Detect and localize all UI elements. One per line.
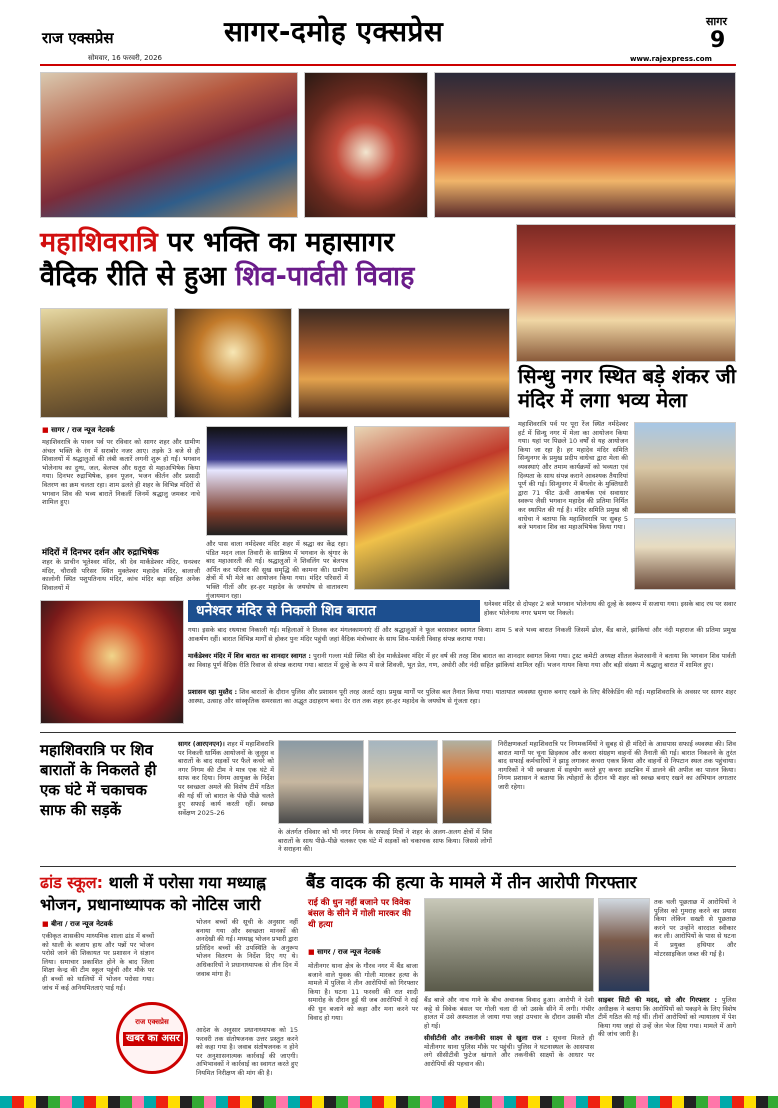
photo-shivling-altar [304,72,428,218]
photo-sweepers-3 [442,740,492,824]
school-byline: ■ बीना / राज न्यूज नेटवर्क [42,920,113,928]
cleanup-byline: सागर (आरएनएन)। [178,740,225,748]
stamp-top-text: राज एक्सप्रेस [135,1018,169,1026]
murder-sub-label: सीसीटीवी और तकनीकी साक्ष्य से खुला राज : [424,1034,549,1042]
baraat-headline: धनेश्वर मंदिर से निकली शिव बारात [196,603,376,619]
baraat-body-1: गया। इसके बाद रथयात्रा निकाली गई। महिलाओं ने तिलक कर मंगलकामनाएं दीं और श्रद्धालुओं ने फूल बरसाकर स्वागत किया। शाम 5 बजे भव्य बारात निकली जिसमें ढोल, बैंड बाजे, झांकियां और नंदी महाराज की प्रतिमा प्रमुख आकर्षण रहीं। बारात विभिन्न मार्गों से होकर पुनः मंदिर पहुंची जहां वैदिक मंत्रोच्चार के साथ शिव-पार्वती विवाह संपन्न कराया गया। [188,626,736,643]
section-divider-1 [40,732,736,733]
main-headline [40,226,510,294]
khabar-ka-asar-stamp [116,1002,188,1074]
photo-night-procession [298,308,510,418]
section-divider-2 [40,866,736,867]
photo-temple-crowd [434,72,736,218]
cleanup-body-2: के अंतर्गत रविवार को भी नगर निगम के सफाई मित्रों ने शहर के अलग-अलग क्षेत्रों में शिव बारातों के साथ पीछे-पीछे चलकर एक घंटे में सड़कों को चकाचक साफ किया। जिससे लोगों ने सराहना की। [278,828,492,854]
photo-stage-lights [206,426,348,536]
murder-headline: बैंड वादक की हत्या के मामले में तीन आरोपी गिरफ्तार [306,873,637,893]
photo-sweepers-2 [368,740,438,824]
school-headline-red: ढांड स्कूल: [40,873,104,892]
baraat-intro: धनेश्वर मंदिर से दोपहर 2 बजे भगवान भोलेनाथ की दूल्हे के स्वरूप में सजाया गया। इसके बाद रथ पर सवार होकर भोलेनाथ नगर भ्रमण पर निकले। [484,600,736,617]
photo-baraat-crowd [354,426,510,590]
photo-shiva-jhanki [40,308,168,418]
murder-side-label: साइबर सिटी की मदद, सो और गिरफ्तार : [598,996,718,1004]
city-label: सागर [706,15,727,28]
website-url: www.rajexpress.com [630,55,712,63]
school-byline-text: बीना / राज न्यूज नेटवर्क [51,920,113,928]
sindhu-headline: सिन्धु नगर स्थित बड़े शंकर जी मंदिर में लगा भव्य मेला [518,364,736,412]
headline-line2-black: वैदिक रीति से हुआ [40,261,226,292]
masthead-rule [40,64,736,66]
masthead-title: सागर-दमोह एक्सप्रेस [224,15,444,48]
main-body-1: महाशिवरात्रि के पावन पर्व पर रविवार को सागर शहर और ग्रामीण अंचल भक्ति के रंग में सराबोर नजर आए। तड़के 3 बजे से ही शिवालयों में श्रद्धालुओं की लंबी कतारें लगनी शुरू हो गईं। भगवान भोलेनाथ का दुग्ध, जल, बेलपत्र और धतूरा से महाअभिषेक किया गया। दिनभर रुद्राभिषेक, हवन पूजन, भजन कीर्तन और प्रसादी वितरण का क्रम चलता रहा। शाम ढलते ही शहर के विभिन्न मंदिरों से भगवान शिव की भव्य बारातें निकलीं जिनमें श्रद्धालु जमकर नाचे शामिल हुए। [42,438,200,507]
main-subhead-1: मंदिरों में दिनभर दर्शन और रुद्राभिषेक [42,548,159,558]
baraat-sub2-label: मार्कंडेश्वर मंदिर में शिव बारात का शानदार स्वागत : [188,652,311,660]
main-body-2: शहर के प्राचीन भूतेश्वर मंदिर, श्री देव मार्कंडेश्वर मंदिर, धनश्वर मंदिर, चौरासी परिसर स्थित मुक्तेश्वर महादेव मंदिर, बालाजी कालोनी स्थित पशुपतिनाथ मंदिर, कांच मंदिर बड़ा सहित अनेक शिवालयों में [42,558,200,592]
murder-body-2: बैंड बाजे और नाच गाने के बीच अचानक विवाद हुआ। आरोपी ने देशी कट्टे से विवेक बंसल पर गोली चला दी जो उसके सीने में लगी। गंभीर हालत में उसे अस्पताल ले जाया गया जहां उपचार के दौरान उसकी मौत हो गई। [424,996,594,1030]
murder-callout: राई की धुन नहीं बजाने पर विवेक बंसल के सीने में गोली मारकर की थी हत्या [308,898,411,930]
murder-byline: ■ सागर / राज न्यूज नेटवर्क [308,948,381,956]
photo-crime-scene [424,898,594,992]
headline-line1-rest: पर भक्ति का महासागर [167,227,395,258]
photo-sindhu-statue [634,518,736,590]
cleanup-headline: महाशिवरात्रि पर शिव बारातों के निकलते ही एक घंटे में चकाचक साफ की सड़कें [40,741,157,819]
footer-color-band [0,1096,778,1108]
main-byline-text: सागर / राज न्यूज नेटवर्क [51,426,115,434]
school-headline-rest: थाली में परोसा गया मध्याह्न भोजन, प्रधानाध्यापक को नोटिस जारी [40,873,266,914]
murder-sub-text: सूचना मिलते ही मोतीनगर थाना पुलिस मौके पर पहुंची। पुलिस ने घटनास्थल के आसपास लगे सीसीटीवी फुटेज खंगाले और तकनीकी साक्ष्यों के आधार पर आरोपियों की पहचान की। [424,1034,595,1068]
murder-byline-text: सागर / राज न्यूज नेटवर्क [317,948,381,956]
brand-name: राज एक्सप्रेस [42,29,114,47]
murder-body-3 [424,1034,594,1088]
headline-red-word: महाशिवरात्रि [40,227,158,258]
cleanup-body-3: निरीक्षणकर्ता महाशिवरात्रि पर निगमकर्मियों ने सुबह से ही मंदिरों के आसपास सफाई व्यवस्था की। शिव बारात मार्गों पर चूना छिड़काव और कचरा संग्रहण वाहनों की तैनाती की गई। बारात निकलने के तुरंत बाद सफाई कर्मचारियों ने झाड़ू लगाकर कचरा एकत्र किया और वाहनों से निपटान स्थल तक पहुंचाया। नागरिकों ने भी स्वच्छता में सहयोग करते हुए कचरा डस्टबिन में डालने की अपील का पालन किया। निगम प्रशासन ने बताया कि त्योहारों के दौरान भी शहर को स्वच्छ बनाए रखने का अभियान लगातार जारी रहेगा। [498,740,736,791]
photo-sindhu-temple [516,224,736,362]
school-body-2: भोजन बच्चों की सूची के अनुसार नहीं बनाया गया और स्वच्छता मानकों की अनदेखी की गई। मध्याह्न भोजन प्रभारी द्वारा प्रतिदिन बच्चों की उपस्थिति के अनुरूप भोजन वितरण के निर्देश दिए गए थे। अधिकारियों ने प्रधानाध्यापक से तीन दिन में जवाब मांगा है। [196,918,298,978]
school-headline [40,872,298,916]
photo-sweepers-1 [278,740,364,824]
baraat-body-2 [188,652,736,686]
main-byline: ■ सागर / राज न्यूज नेटवर्क [42,426,115,434]
baraat-sub2-text: पुरानी गल्ला मंडी स्थित श्री देव मार्कंडेश्वर मंदिर में हर वर्ष की तरह शिव बारात का शानदार स्वागत किया गया। ट्रस्ट कमेटी अध्यक्ष शीतल केशरवानी ने बताया कि भगवान शिव पार्वती का विवाह पूर्ण वैदिक रीति रिवाज से संपन्न कराया गया। बारात में दूल्हे के रूप में सजे शिवजी, भूत प्रेत, गण, अघोरी और नंदी सहित झांकियां शामिल रहीं। भजन गायन किया गया और बड़ी संख्या में श्रद्धालु बारात में शामिल हुए। [188,652,736,669]
photo-shiv-parvati-idols [40,600,184,724]
photo-devotees-queue [40,72,298,218]
photo-sindhu-mela [634,422,736,514]
baraat-body-3 [188,688,736,724]
main-body-3: और पास वाला नर्मदेश्वर मंदिर शहर में श्रद्धा का केंद्र रहा। पंडित मदन लाल तिवारी के सान्निध्य में भगवान के श्रृंगार के बाद महाआरती की गई। श्रद्धालुओं ने शिवलिंग पर बेलपत्र अर्पित कर परिवार की सुख समृद्धि की कामना की। ग्रामीण क्षेत्रों में भी मेले का आयोजन किया गया। मंदिर परिसरों में भक्ति गीतों और हर-हर महादेव के जयघोष से वातावरण गुंजायमान रहा। [206,540,348,600]
sindhu-body-1: महाशिवरात्रि पर्व पर पूरा रेंज स्थित नर्मदेश्वर हर्ट में सिन्धु नगर में मेला का आयोजन किया गया। यहां पर पिछले 10 वर्षों से यह आयोजन किया जा रहा है। हर महादेव मंदिर समिति सिन्धुनगर के प्रमुख प्रदीप वाधेचा द्वारा मेला की व्यवस्थाएं और तमाम कार्यक्रमों को भव्यता एवं दिव्यता के साथ संपन्न कराने आवश्यक तैयारियां पूर्ण की गई। सिन्धुनगर में बैंगलोर के मुक्तिधारी द्वारा 71 फीट ऊंची आकर्षक एवं सवाधार स्वरूप जैसी भगवान महादेव की प्रतिमा निर्मित कर स्थापित की गई है। मंदिर समिति प्रमुख श्री वाधेचा ने बताया कि महाशिवरात्रि पर सुबह 5 बजे भगवान शिव का महाअभिषेक किया गया। [518,420,628,532]
school-body-1: एकीकृत शासकीय माध्यमिक शाला ढांड में बच्चों को थाली के बजाय हाथ और पन्नों पर भोजन परोसे जाने की शिकायत पर प्रशासन ने संज्ञान लिया। समाचार प्रकाशित होने के बाद जिला शिक्षा केन्द्र की टीम स्कूल पहुंची और मौके पर ही बच्चों को थालियों में भोजन परोसा गया। जांच में कई अनियमितताएं पाई गईं। [42,932,154,992]
photo-accused-portrait [598,898,650,992]
masthead [0,0,778,70]
page-number: 9 [710,28,726,53]
murder-body-1: मोतीनगर थाना क्षेत्र के गौरव नगर में बैंड बाजा बजाने वाले युवक की गोली मारकर हत्या के मामले में पुलिस ने तीन आरोपियों को गिरफ्तार किया है। घटना 11 फरवरी की रात शादी समारोह के दौरान हुई थी जब आरोपियों ने राई की धुन बजाने को कहा और मना करने पर विवाद हो गया। [308,962,418,1022]
baraat-sub3-text: शिव बारातों के दौरान पुलिस और प्रशासन पूरी तरह अलर्ट रहा। प्रमुख मार्गों पर पुलिस बल तैनात किया गया। यातायात व्यवस्था सुचारु बनाए रखने के लिए बैरिकेडिंग की गई। महाशिवरात्रि के अवसर पर सागर शहर आस्था, उत्साह और सांस्कृतिक समरसता का अद्भुत उदाहरण बना। देर रात तक शहर हर-हर महादेव के जयघोष से गूंजता रहा। [188,688,736,705]
murder-side-body-2 [598,996,736,1088]
school-body-3: आदेश के अनुसार प्रधानाध्यापक को 15 फरवरी तक संतोषजनक उत्तर प्रस्तुत करने को कहा गया है। जवाब संतोषजनक न होने पर अनुशासनात्मक कार्रवाई की जाएगी। अभिभावकों ने कार्रवाई का स्वागत करते हुए नियमित निरीक्षण की मांग की है। [196,1026,298,1077]
stamp-mid-text: खबर का असर [123,1032,183,1046]
murder-side-text: पुलिस अधीक्षक ने बताया कि आरोपियों को पकड़ने के लिए विशेष टीमें गठित की गई थीं। तीनों आरोपियों को न्यायालय में पेश किया गया जहां से उन्हें जेल भेज दिया गया। मामले में आगे की जांच जारी है। [598,996,736,1039]
photo-shiva-idol [174,308,292,418]
cleanup-body-1 [178,740,274,860]
baraat-sub3-label: प्रशासन रहा मुस्तैद : [188,688,238,696]
cleanup-body-1-text: शहर में महाशिवरात्रि पर निकली धार्मिक आयोजनों के जुलूस व बारातों के बाद सड़कों पर फैले कचरे को नगर निगम की टीम ने मात्र एक घंटे में साफ कर दिया। निगम आयुक्त के निर्देश पर स्वच्छता अमले की विशेष टीमें गठित की गई थीं जो बारात के पीछे पीछे चलते हुए सफाई कार्य करती रहीं। स्वच्छ सर्वेक्षण 2025-26 [178,740,274,817]
murder-side-body: तक चली पूछताछ में आरोपियों ने पुलिस को गुमराह करने का प्रयास किया लेकिन सख्ती से पूछताछ करने पर उन्होंने वारदात स्वीकार कर ली। आरोपियों के पास से घटना में प्रयुक्त हथियार और मोटरसाइकिल जब्त की गई है। [654,898,736,958]
headline-line2-purple: शिव-पार्वती विवाह [235,261,415,292]
edition-date: सोमवार, 16 फरवरी, 2026 [88,54,162,62]
